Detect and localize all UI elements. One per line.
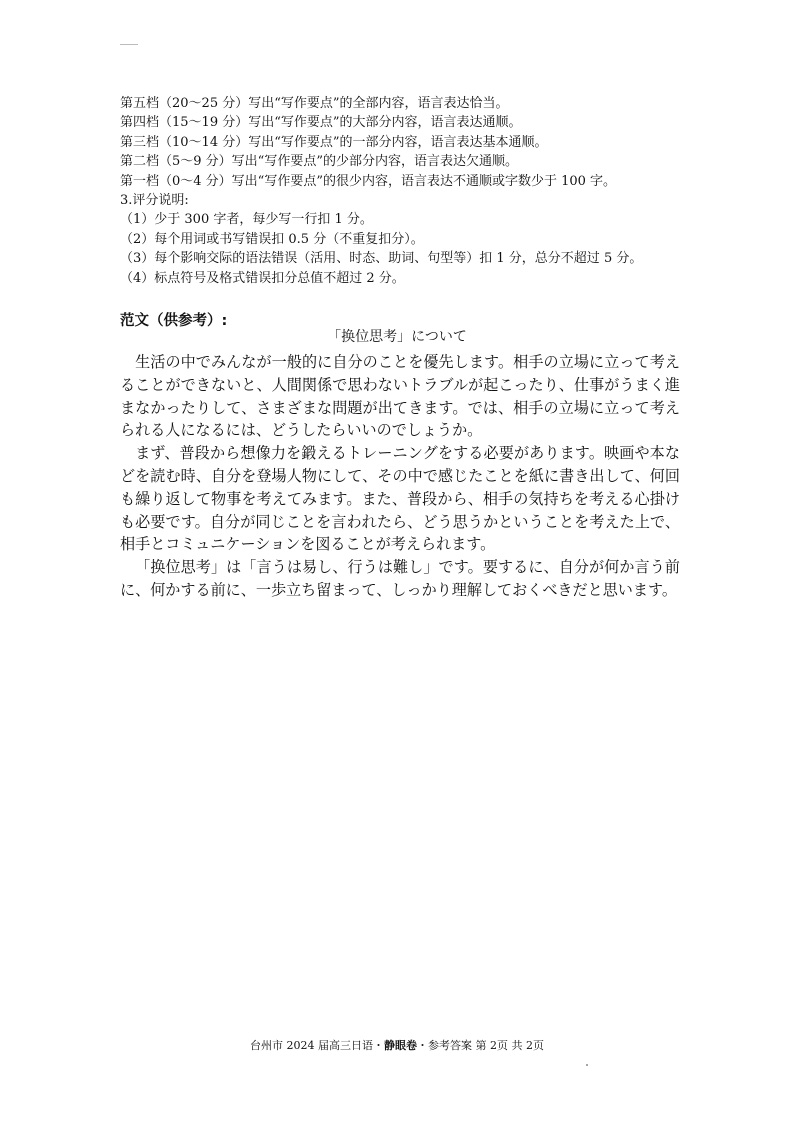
sample-heading: 范文（供参考）:: [120, 313, 228, 329]
rule-1: （1）少于 300 字者，每少写一行扣 1 分。: [120, 212, 373, 228]
footer-emphasis: 静眼卷: [384, 1039, 417, 1052]
grade-level-1: 第一档（0～4 分）写出“写作要点”的很少内容，语言表达不通顺或字数少于 100 字。: [120, 173, 617, 189]
grade-level-3: 第三档（10～14 分）写出“写作要点”的一部分内容，语言表达基本通顺。: [120, 134, 548, 150]
footer-dot: [586, 1064, 588, 1066]
rule-3: （3）每个影响交际的语法错误（活用、时态、助词、句型等）扣 1 分，总分不超过 5 分。: [120, 251, 643, 267]
rule-2: （2）每个用词或书写错误扣 0.5 分（不重复扣分）。: [120, 231, 424, 247]
footer-prefix: 台州市 2024 届高三日语・: [250, 1039, 384, 1052]
grade-level-2: 第二档（5～9 分）写出“写作要点”的少部分内容，语言表达欠通顺。: [120, 154, 518, 170]
rule-4: （4）标点符号及格式错误扣分总值不超过 2 分。: [120, 270, 405, 286]
sample-essay: [120, 351, 680, 602]
grade-level-5: 第五档（20～25 分）写出“写作要点”的全部内容，语言表达恰当。: [120, 96, 509, 111]
page-footer: [0, 1037, 794, 1053]
header-mark: [120, 44, 138, 45]
essay-paragraph-2: まず、普段から想像力を鍛えるトレーニングをする必要があります。映画や本などを読む時、自分を登場人物にして、その中で感じたことを紙に書き出して、何回も繰り返して物事を考えてみます。また、普段から、相手の気持ちを考える心掛けも必要です。自分が同じことを言われたら、どう思うかということを考えた上で、相手とコミュニケーションを図ることが考えられます。: [120, 444, 680, 554]
grading-criteria: [120, 94, 680, 288]
rules-heading: 3.评分说明:: [120, 193, 189, 209]
grade-level-4: 第四档（15～19 分）写出“写作要点”的大部分内容，语言表达通顺。: [120, 115, 522, 131]
essay-title: 「换位思考」について: [327, 329, 467, 345]
footer-suffix: ・参考答案 第 2页 共 2页: [417, 1039, 544, 1052]
essay-paragraph-3: 「换位思考」は「言うは易し、行うは難し」です。要するに、自分が何か言う前に、何かする前に、一歩立ち留まって、しっかり理解しておくべきだと思います。: [120, 558, 680, 599]
essay-paragraph-1: 生活の中でみんなが一般的に自分のことを優先します。相手の立場に立って考えることができないと、人間関係で思わないトラブルが起こったり、仕事がうまく進まなかったりして、さまざまな問題が出てきます。では、相手の立場に立って考えられる人になるには、どうしたらいいのでしょうか。: [120, 353, 680, 440]
